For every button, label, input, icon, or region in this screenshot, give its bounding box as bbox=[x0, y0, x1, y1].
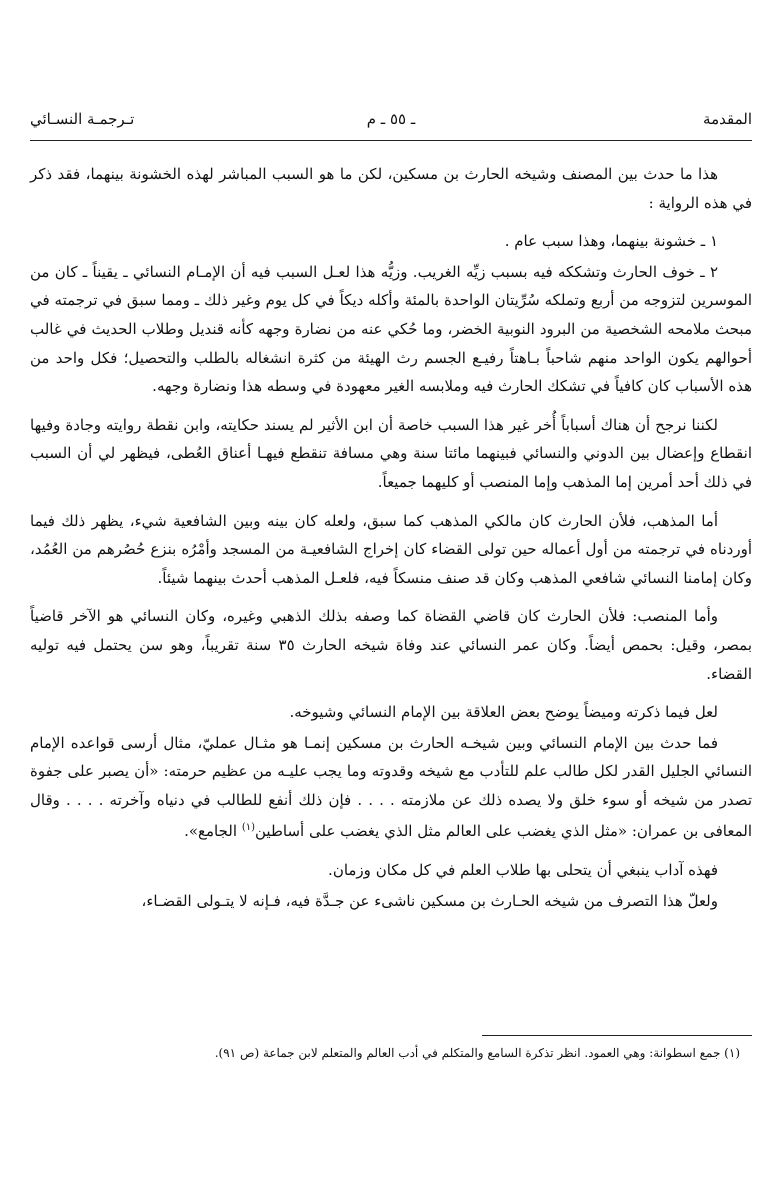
footnote-rule bbox=[482, 1035, 752, 1036]
header-rule bbox=[30, 140, 752, 141]
paragraph-practical-example-tail: الجامع». bbox=[184, 822, 238, 841]
paragraph-summary: لعل فيما ذكرته وميضاً يوضح بعض العلاقة بين الإمام النسائي وشيوخه. bbox=[289, 703, 718, 722]
main-text bbox=[30, 160, 752, 925]
header-book-title: تـرجمـة النسـائي bbox=[30, 110, 135, 128]
footnote: (١) جمع اسطوانة: وهي العمود. انظر تذكرة السامع والمتكلم في أدب العالم والمتعلم لابن جماعة (ص ٩١). bbox=[214, 1046, 740, 1060]
paragraph-madhhab: أما المذهب، فلأن الحارث كان مالكي المذهب كما سبق، ولعله كان بينه وبين الشافعية شيء، يظهر ذلك فيما أوردناه في ترجمته من أول أعماله حين تولى القضاء كان إخراج الشافعيـة من المسجد وأمْرُه بنزع حُصُرهم من العُمُد، وكان إمامنا النسائي شافعي المذهب وكان قد صنف منسكاً فيه، فلعـل المذهب أحدث بينهما شيئاً. bbox=[30, 511, 752, 587]
footnote-marker: (١) bbox=[241, 822, 256, 834]
paragraph-practical-example bbox=[30, 729, 752, 846]
paragraph-etiquette: فهذه آداب ينبغي أن يتحلى بها طلاب العلم في كل مكان وزمان. bbox=[328, 861, 718, 880]
running-header bbox=[30, 110, 752, 138]
paragraph-closing: ولعلّ هذا التصرف من شيخه الحـارث بن مسكين ناشىء عن جـدَّة فيه، فـإنه لا يتـولى القضـاء، bbox=[141, 891, 718, 910]
header-section-title: المقدمة bbox=[703, 110, 752, 128]
page-number: ـ ٥٥ ـ م bbox=[366, 110, 416, 128]
paragraph-intro: هذا ما حدث بين المصنف وشيخه الحارث بن مسكين، لكن ما هو السبب المباشر لهذه الخشونة بينهما، فقد ذكر في هذه الرواية : bbox=[30, 165, 752, 212]
paragraph-practical-example-text: فما حدث بين الإمام النسائي وبين شيخـه الحارث بن مسكين إنمـا هو مثـال عمليّ، مثال أرسى قواعده الإمام النسائي الجليل القدر لكل طالب علم للتأدب مع شيخه وقدوته وما يجب عليـه من عظيم حرمته: «أن يصبر على جفوة تصدر من شيخه أو سوء خلق ولا يصده ذلك عن ملازمته . . . . فإن ذلك أنفع للطالب في دنياه وآخرته . . . . وقال المعافى بن عمران: «مثل الذي يغضب على العالم مثل الذي يغضب على أساطين bbox=[30, 733, 752, 841]
paragraph-reason-2: ٢ ـ خوف الحارث وتشككه فيه بسبب زيِّه الغريب. وزيُّه هذا لعـل السبب فيه أن الإمـام النسائي ـ يقيناً ـ كان من الموسرين لتزوجه من أربع وتملكه سُرِّيتان الواحدة بالمئة وأكله ديكاً في كل يوم وغير ذلك ـ ومما سبق في ترجمته في مبحث ملامحه الشخصية من البرود النوبية الخضر، وما حُكي عنه من نضارة وجهه كأنه قنديل وطلاب الحديث في غالب أحوالهم يكون الواحد منهم شاحباً بـاهتاً رفيـع الجسم رث الهيئة من كثرة انشغاله بالطلب والتحصيل؛ فكل واحد من هذه الأسباب كان كافياً في تشكك الحارث فيه وملابسه الغير معهودة في وسطه هذا ونضارة وجهه. bbox=[30, 262, 752, 396]
paragraph-reason-1: ١ ـ خشونة بينهما، وهذا سبب عام . bbox=[504, 232, 718, 251]
paragraph-position: وأما المنصب: فلأن الحارث كان قاضي القضاة كما وصفه بذلك الذهبي وغيره، وكان النسائي هو الآخر قاضياً بمصر، وقيل: بحمص أيضاً. وكان عمر النسائي عند وفاة شيخه الحارث ٣٥ سنة تقريباً، وهو سن يحتمل فيه توليه القضاء. bbox=[30, 607, 753, 683]
paragraph-other-reasons: لكننا نرجح أن هناك أسباباً أُخر غير هذا السبب خاصة أن ابن الأثير لم يسند حكايته، وابن نقطة روايته وجادة وفيها انقطاع وإعضال بين الدوني والنسائي فبينهما مائتا سنة وهي مسافة تنقطع فيهـا أعناق العُطى، فيظهر لي أن السبب في ذلك أحد أمرين إما المذهب وإما المنصب أو كليهما جميعاً. bbox=[30, 415, 752, 491]
